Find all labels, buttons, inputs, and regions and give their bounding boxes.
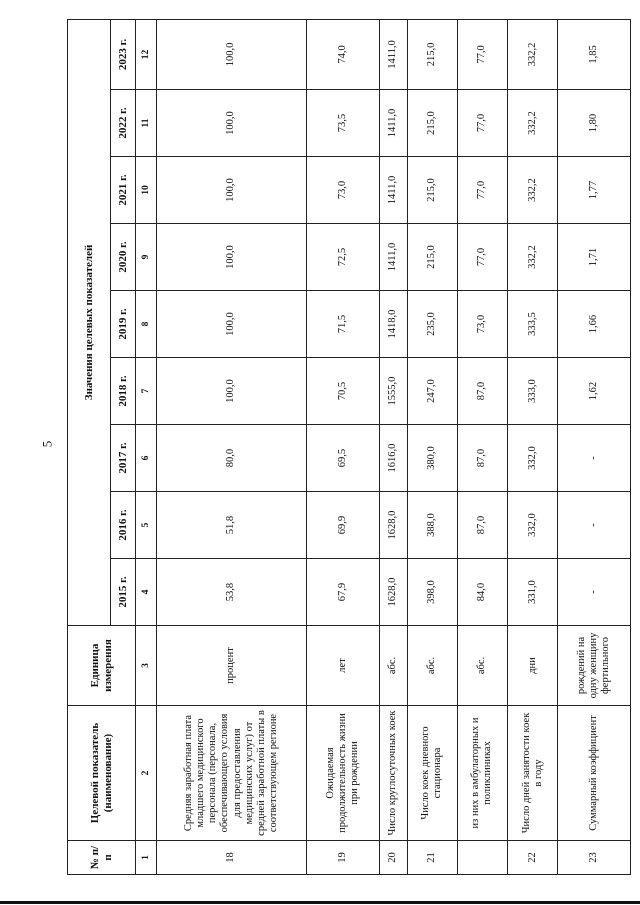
unit: процент [157,626,307,706]
value-cell: 87,0 [457,425,507,492]
value-cell: 73,0 [457,291,507,358]
value-cell: 1616,0 [379,425,407,492]
value-cell: 333,0 [508,358,558,425]
value-cell: 1,62 [558,358,631,425]
row-number: 21 [407,841,457,875]
value-cell: 74,0 [307,19,380,89]
value-cell: 100,0 [157,90,307,157]
value-cell: 70,5 [307,358,380,425]
row-number: 18 [157,841,307,875]
value-cell: 77,0 [457,157,507,224]
row-number [457,841,507,875]
header-year: 2016 г. [111,492,136,559]
value-cell: 77,0 [457,224,507,291]
value-cell: 1411,0 [379,157,407,224]
value-cell: 332,2 [508,157,558,224]
indicator-name: из них в амбулаторных и поликлиниках [457,706,507,841]
value-cell: 380,0 [407,425,457,492]
value-cell: 1555,0 [379,358,407,425]
value-cell: 67,9 [307,559,380,626]
value-cell: 332,0 [508,425,558,492]
header-year: 2017 г. [111,425,136,492]
value-cell: 331,0 [508,559,558,626]
value-cell: 100,0 [157,358,307,425]
unit: лет [307,626,380,706]
table-row [558,19,631,874]
value-cell: 77,0 [457,19,507,89]
value-cell: - [558,492,631,559]
header-year: 2018 г. [111,358,136,425]
value-cell: 215,0 [407,224,457,291]
page-number: 5 [39,440,55,448]
unit: абс. [407,626,457,706]
column-number: 10 [136,157,157,224]
value-cell: 1,80 [558,90,631,157]
value-cell: 100,0 [157,157,307,224]
value-cell: 1411,0 [379,19,407,89]
value-cell: 71,5 [307,291,380,358]
column-number: 1 [136,841,157,875]
value-cell: 247,0 [407,358,457,425]
value-cell: 215,0 [407,90,457,157]
unit: рождений на одну женщину фертильного [558,626,631,706]
value-cell: 1411,0 [379,90,407,157]
value-cell: 1418,0 [379,291,407,358]
indicators-table [67,19,631,875]
value-cell: 1,85 [558,19,631,89]
row-number: 23 [558,841,631,875]
table-row [407,19,457,874]
row-number: 19 [307,841,380,875]
value-cell: 332,2 [508,90,558,157]
indicator-name: Суммарный коэффициент [558,706,631,841]
value-cell: 1,71 [558,224,631,291]
header-year: 2015 г. [111,559,136,626]
value-cell: 73,5 [307,90,380,157]
row-number: 22 [508,841,558,875]
value-cell: 51,8 [157,492,307,559]
header-num: № п/п [68,841,136,875]
value-cell: 72,5 [307,224,380,291]
value-cell: 87,0 [457,358,507,425]
value-cell: - [558,425,631,492]
indicator-name: Число круглосуточных коек [379,706,407,841]
column-number: 11 [136,90,157,157]
value-cell: 332,0 [508,492,558,559]
value-cell: 69,9 [307,492,380,559]
indicator-name: Ожидаемая продолжительность жизни при рождении [307,706,380,841]
header-year: 2022 г. [111,90,136,157]
value-cell: 100,0 [157,224,307,291]
value-cell: 332,2 [508,224,558,291]
value-cell: 215,0 [407,19,457,89]
value-cell: 87,0 [457,492,507,559]
value-cell: 1628,0 [379,559,407,626]
column-number: 3 [136,626,157,706]
rotated-table-wrapper [67,20,631,875]
value-cell: 388,0 [407,492,457,559]
header-indicator: Целевой показатель (наименование) [68,706,136,841]
column-number: 12 [136,19,157,89]
value-cell: 69,5 [307,425,380,492]
indicator-name: Средняя заработная плата младшего медицинского персонала (персонала, обеспечивающего условия для предоставления медицинских услуг) от средней заработной платы в соответствующем регионе [157,706,307,841]
value-cell: 100,0 [157,19,307,89]
table-row [508,19,558,874]
value-cell: 332,2 [508,19,558,89]
table-row [457,19,507,874]
value-cell: 215,0 [407,157,457,224]
value-cell: 84,0 [457,559,507,626]
value-cell: 100,0 [157,291,307,358]
header-year: 2021 г. [111,157,136,224]
value-cell: 398,0 [407,559,457,626]
value-cell: 1,77 [558,157,631,224]
column-number: 9 [136,224,157,291]
value-cell: 1,66 [558,291,631,358]
unit: дни [508,626,558,706]
indicator-name: Число коек дневного стационара [407,706,457,841]
value-cell: 1628,0 [379,492,407,559]
value-cell: 1411,0 [379,224,407,291]
column-number: 7 [136,358,157,425]
header-year: 2020 г. [111,224,136,291]
value-cell: 73,0 [307,157,380,224]
header-values: Значения целевых показателей [68,19,111,625]
unit: абс. [379,626,407,706]
value-cell: 53,8 [157,559,307,626]
column-number: 8 [136,291,157,358]
column-number: 6 [136,425,157,492]
header-unit: Единица измерения [68,626,136,706]
unit: абс. [457,626,507,706]
header-year: 2023 г. [111,19,136,89]
value-cell: 333,5 [508,291,558,358]
table-row [157,19,307,874]
bottom-rule [0,901,640,904]
row-number: 20 [379,841,407,875]
table-row [379,19,407,874]
value-cell: 77,0 [457,90,507,157]
column-number: 2 [136,706,157,841]
table-row [307,19,380,874]
header-year: 2019 г. [111,291,136,358]
indicator-name: Число дней занятости коек в году [508,706,558,841]
value-cell: - [558,559,631,626]
value-cell: 80,0 [157,425,307,492]
value-cell: 235,0 [407,291,457,358]
column-number: 5 [136,492,157,559]
column-number: 4 [136,559,157,626]
